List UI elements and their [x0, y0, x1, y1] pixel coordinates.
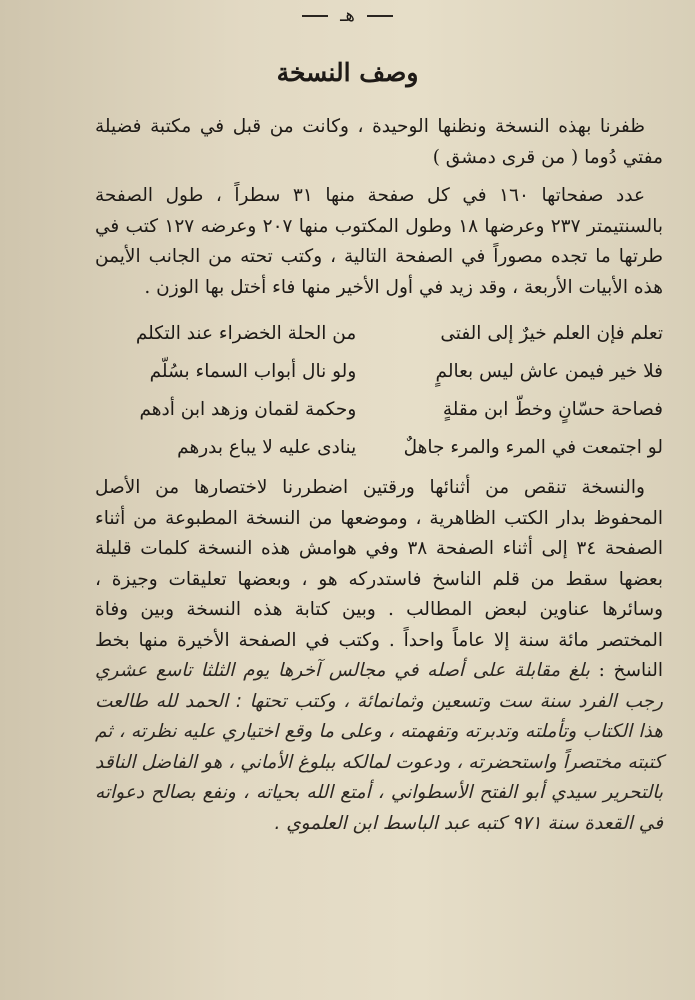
header-dash-left — [302, 15, 328, 17]
count-paragraph: عدد صفحاتها ١٦٠ في كل صفحة منها ٣١ سطراً ، طول الصفحة بالسنتيمتر ٢٣٧ وعرضها ١٨ وطول المكتوب منها ٢٠٧ وعرضه ١٢٧ كتب في طرتها ما تجده مصوراً في الصفحة التالية ، وكتب تحته من الجانب الأيمن هذه الأبيات الأربعة ، وقد زيد في أول الأخير منها فاء أختل بها الوزن . — [95, 185, 663, 298]
verse-second-hemistich: وحكمة لقمان وزهد ابن أدهم — [139, 399, 357, 420]
poem — [95, 315, 663, 467]
description-text: والنسخة تنقص من أثنائها ورقتين اضطررنا لاختصارها من الأصل المحفوظ بدار الكتب الظاهرية ، وموضعها من النسخة المطبوعة من أثناء الصفحة ٣٤ إلى أثناء الصفحة ٣٨ وفي هوامش هذه النسخة كلمات قليلة بعضها سقط من قلم الناسخ فاستدركه هو ، وبعضها تعليقات وجيزة ، وسائرها عناوين لبعض المطالب . وبين كتابة هذه النسخة وبين وفاة المختصر مائة سنة إلا عاماً واحداً . وكتب في الصفحة الأخيرة منها بخط الناسخ : — [95, 477, 663, 681]
verse-first-hemistich: فصاحة حسّانٍ وخطّ ابن مقلةٍ — [442, 399, 663, 420]
colophon-text: بلغ مقابلة على أصله في مجالس آخرها يوم الثلثا تاسع عشري رجب الفرد سنة ست وتسعين وثمانمائة ، وكتب تحتها : الحمد لله طالعت هذا الكتاب وتأملته وتدبرته وتفهمته ، وعلى ما وقع اختياري عليه نظرته ، ثم كتبته مختصراً واستحضرته ، ودعوت لمالكه ببلوغ الأماني ، هو الفاضل الناقد بالتحرير سيدي أبو الفتح الأسطواني ، أمتع الله بحياته ، ونفع بصالح دعواته في القعدة سنة ٩٧١ كتبه عبد الباسط ابن العلموي . — [95, 660, 663, 834]
verse-second-hemistich: من الحلة الخضراء عند التكلم — [135, 323, 357, 344]
verse-first-hemistich: فلا خير فيمن عاش ليس بعالمٍ — [435, 361, 663, 382]
page-header — [0, 6, 695, 26]
poem-verse — [95, 429, 663, 467]
poem-verse — [95, 315, 663, 353]
verse-second-hemistich: ينادى عليه لا يباع بدرهم — [177, 437, 357, 458]
verse-first-hemistich: لو اجتمعت في المرء والمرء جاهلٌ — [403, 437, 663, 458]
verse-second-hemistich: ولو نال أبواب السماء بسُلّم — [149, 361, 357, 382]
section-title: وصف النسخة — [276, 58, 419, 87]
poem-verse — [95, 353, 663, 391]
body-text — [95, 112, 663, 839]
description-paragraph — [95, 473, 663, 839]
header-dash-right — [367, 15, 393, 17]
intro-paragraph: ظفرنا بهذه النسخة ونظنها الوحيدة ، وكانت من قبل في مكتبة فضيلة مفتي دُوما ( من قرى دمشق ) — [95, 116, 663, 168]
poem-verse — [95, 391, 663, 429]
verse-first-hemistich: تعلم فإن العلم خيرٌ إلى الفتى — [440, 323, 663, 344]
page-number: هـ — [340, 5, 355, 26]
